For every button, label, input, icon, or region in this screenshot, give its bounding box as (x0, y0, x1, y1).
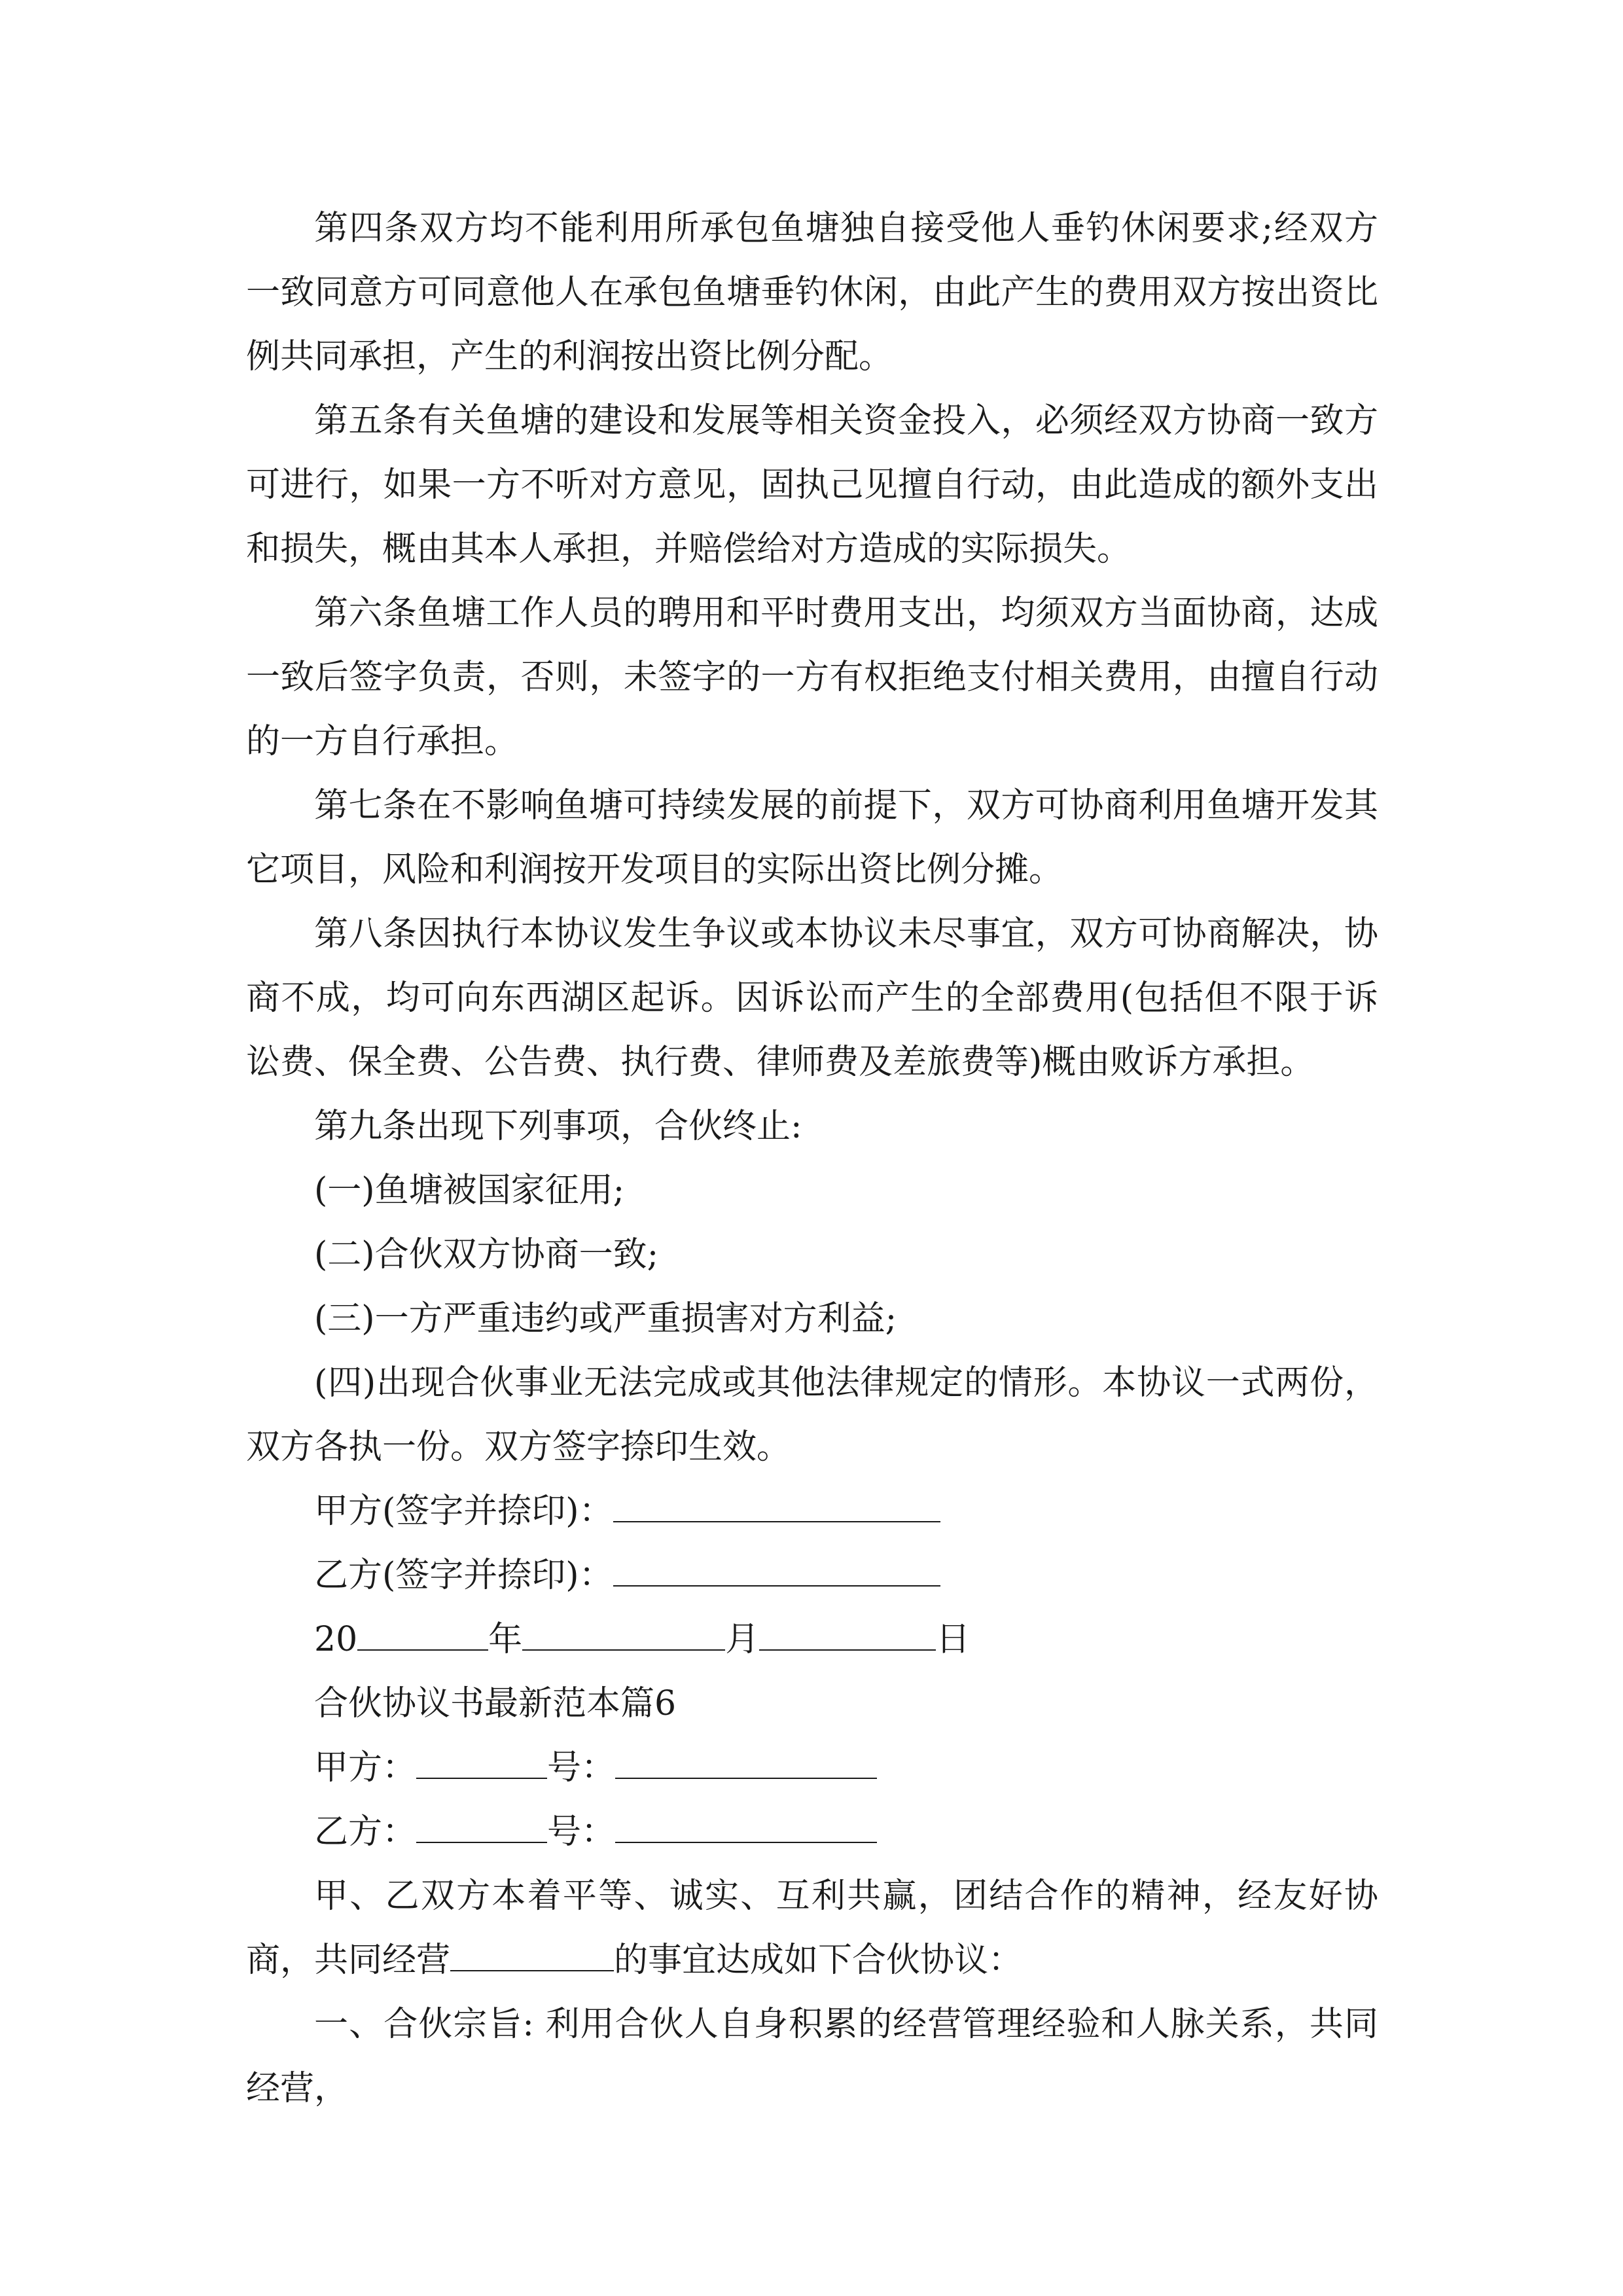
signature-party-b-label: 乙方(签字并捺印)： (314, 1556, 613, 1595)
article-7: 第七条在不影响鱼塘可持续发展的前提下，双方可协商利用鱼塘开发其它项目，风险和利润按开发项目的实际出资比例分摊。 (246, 786, 1378, 889)
party-a-id-label: 号： (547, 1748, 616, 1787)
party-a-label: 甲方： (314, 1748, 417, 1787)
party-b-label: 乙方： (314, 1812, 417, 1852)
signature-party-a-blank[interactable] (613, 1482, 940, 1522)
termination-item-2: (二)合伙双方协商一致; (314, 1235, 659, 1274)
termination-item-1: (一)鱼塘被国家征用; (314, 1171, 625, 1210)
signature-party-a (246, 1479, 1378, 1543)
date-day-label: 日 (936, 1620, 971, 1659)
article-5: 第五条有关鱼塘的建设和发展等相关资金投入，必须经双方协商一致方可进行，如果一方不听对方意见，固执己见擅自行动，由此造成的额外支出和损失，概由其本人承担，并赔偿给对方造成的实际损失。 (246, 401, 1378, 569)
date-month-label: 月 (725, 1620, 760, 1659)
party-b-name-blank[interactable] (416, 1803, 547, 1843)
intro-text-before: 甲、乙双方本着平等、诚实、互利共赢，团结合作的精神，经友好协商，共同经营 (246, 1876, 1378, 1980)
signature-party-b (246, 1543, 1378, 1607)
article-4: 第四条双方均不能利用所承包鱼塘独自接受他人垂钓休闲要求;经双方一致同意方可同意他人在承包鱼塘垂钓休闲，由此产生的费用双方按出资比例共同承担，产生的利润按出资比例分配。 (246, 209, 1378, 376)
intro-text-after: 的事宜达成如下合伙协议： (614, 1941, 1023, 1980)
article-8: 第八条因执行本协议发生争议或本协议未尽事宜，双方可协商解决，协商不成，均可向东西湖区起诉。因诉讼而产生的全部费用(包括但不限于诉讼费、保全费、公告费、执行费、律师费及差旅费等)概由败诉方承担。 (246, 914, 1378, 1082)
intro-paragraph (246, 1864, 1378, 1992)
party-a-name-blank[interactable] (416, 1738, 547, 1779)
party-a-id-blank[interactable] (615, 1738, 877, 1779)
document-body (246, 196, 1378, 2121)
section-title: 合伙协议书最新范本篇6 (314, 1684, 677, 1723)
date-month-blank[interactable] (522, 1610, 725, 1651)
party-a-line (246, 1736, 1378, 1800)
date-day-blank[interactable] (759, 1610, 936, 1651)
termination-item-4: (四)出现合伙事业无法完成或其他法律规定的情形。本协议一式两份，双方各执一份。双方签字捺印生效。 (246, 1363, 1378, 1467)
termination-item-3: (三)一方严重违约或严重损害对方利益; (314, 1299, 897, 1338)
article-6: 第六条鱼塘工作人员的聘用和平时费用支出，均须双方当面协商，达成一致后签字负责，否则，未签字的一方有权拒绝支付相关费用，由擅自行动的一方自行承担。 (246, 594, 1378, 761)
party-b-line (246, 1800, 1378, 1864)
party-b-id-label: 号： (547, 1812, 616, 1852)
signature-party-b-blank[interactable] (613, 1546, 940, 1587)
date-line (246, 1607, 1378, 1672)
date-year-blank[interactable] (357, 1610, 488, 1651)
date-year-label: 年 (488, 1620, 523, 1659)
signature-party-a-label: 甲方(签字并捺印)： (314, 1492, 613, 1531)
business-blank[interactable] (450, 1931, 614, 1971)
date-prefix: 20 (314, 1620, 358, 1659)
article-9: 第九条出现下列事项，合伙终止: (314, 1107, 802, 1146)
party-b-id-blank[interactable] (615, 1803, 877, 1843)
clause-1: 一、合伙宗旨: 利用合伙人自身积累的经营管理经验和人脉关系，共同经营， (246, 2005, 1378, 2108)
